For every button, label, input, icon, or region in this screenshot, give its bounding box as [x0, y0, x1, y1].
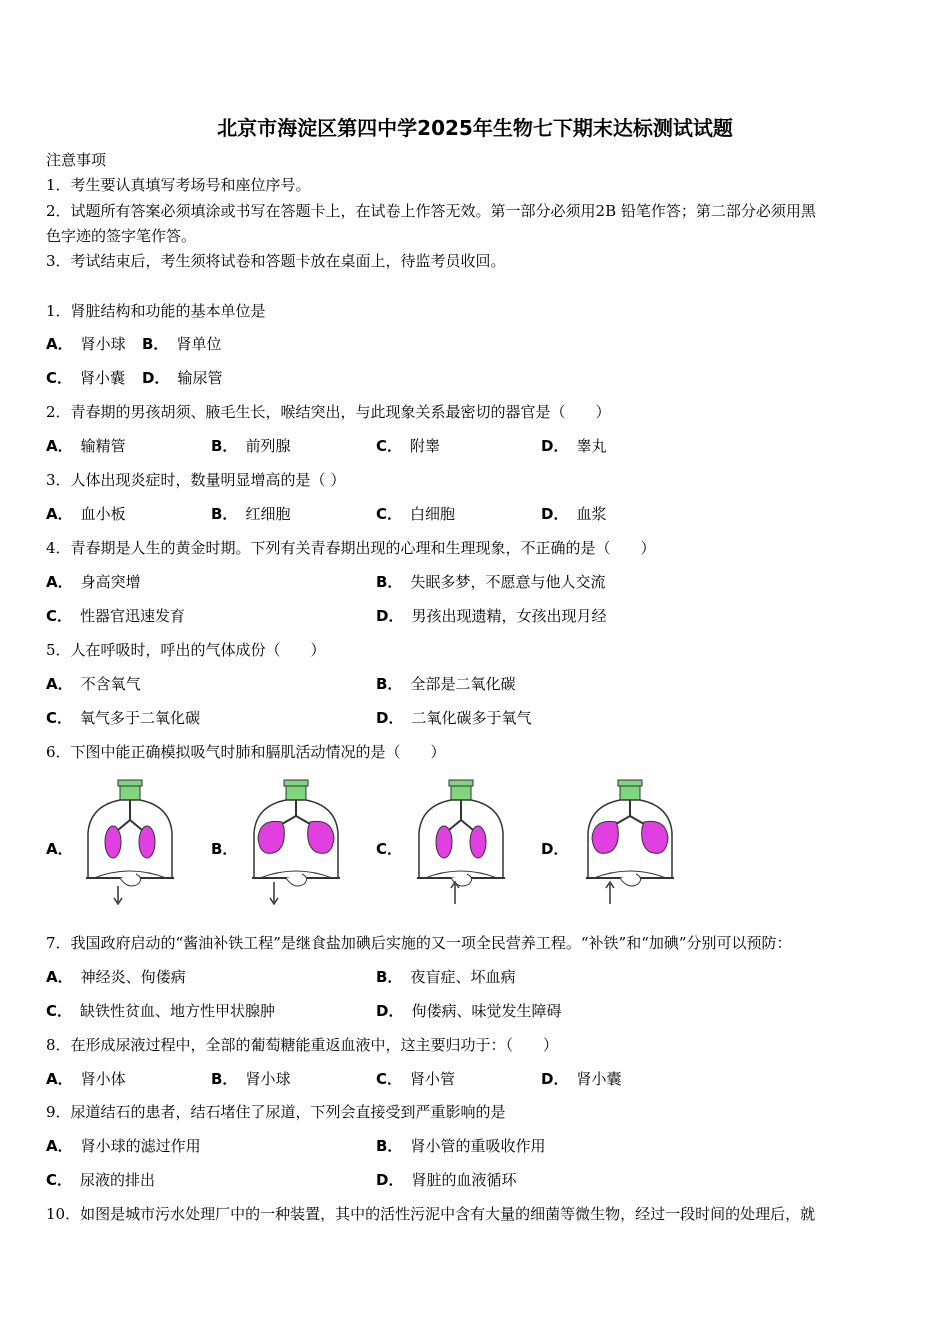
option-label: B．	[376, 573, 403, 591]
question-stem: 4．青春期是人生的黄金时期。下列有关青春期出现的心理和生理现象，不正确的是（ ）	[46, 539, 656, 557]
option-label: D．	[541, 505, 569, 523]
notice-item: 色字迹的签字笔作答。	[46, 227, 197, 245]
option-c[interactable]	[376, 436, 440, 456]
option-a[interactable]	[46, 436, 126, 456]
option-text: 白细胞	[410, 505, 456, 523]
option-label: A．	[46, 437, 73, 455]
option-label: C．	[46, 1002, 73, 1020]
option-b[interactable]	[376, 572, 605, 592]
option-b-label[interactable]: B．	[211, 840, 238, 858]
lung-right-icon	[470, 826, 486, 858]
option-text: 身高突增	[80, 573, 141, 591]
option-d[interactable]	[541, 436, 606, 456]
option-d[interactable]	[376, 708, 531, 728]
option-text: 缺铁性贫血、地方性甲状腺肿	[80, 1002, 276, 1020]
question-stem: 8．在形成尿液过程中，全部的葡萄糖能重返血液中，这主要归功于：（ ）	[46, 1036, 559, 1054]
option-text: 肾小体	[80, 1070, 126, 1088]
option-text: 输尿管	[177, 369, 223, 387]
option-text: 肾小球的滤过作用	[80, 1137, 201, 1155]
bell-jar-diagram-a[interactable]	[80, 778, 180, 908]
option-text: 肾小管的重吸收作用	[410, 1137, 546, 1155]
lung-right-icon	[139, 826, 155, 858]
option-d[interactable]	[541, 1069, 621, 1089]
option-b[interactable]	[142, 334, 221, 354]
option-c[interactable]	[376, 1069, 455, 1089]
option-text: 附睾	[410, 437, 441, 455]
option-a-label[interactable]: A．	[46, 840, 73, 858]
question-stem: 10．如图是城市污水处理厂中的一种装置，其中的活性污泥中含有大量的细菌等微生物，经过一段时间的处理后，就	[46, 1205, 816, 1223]
option-text: 不含氧气	[80, 675, 141, 693]
option-a[interactable]	[46, 504, 126, 524]
option-a[interactable]	[46, 1136, 201, 1156]
option-d[interactable]	[142, 368, 222, 388]
bell-jar-diagram-d[interactable]	[580, 778, 680, 908]
option-d[interactable]	[376, 1001, 561, 1021]
option-label: A．	[46, 675, 73, 693]
option-b[interactable]	[376, 674, 515, 694]
option-label: B．	[376, 675, 403, 693]
option-label: C．	[376, 437, 403, 455]
option-a[interactable]	[46, 674, 141, 694]
option-d[interactable]	[541, 504, 606, 524]
lung-left-icon	[592, 821, 618, 853]
option-label: D．	[142, 369, 170, 387]
option-label: D．	[376, 709, 404, 727]
option-b[interactable]	[211, 436, 290, 456]
option-text: 肾小球	[245, 1070, 291, 1088]
option-d[interactable]	[376, 606, 606, 626]
option-b[interactable]	[211, 1069, 290, 1089]
option-text: 血小板	[80, 505, 126, 523]
option-label: C．	[376, 505, 403, 523]
option-label: B．	[211, 437, 238, 455]
lung-right-icon	[642, 821, 668, 853]
option-label: B．	[376, 968, 403, 986]
option-b[interactable]	[211, 504, 290, 524]
option-label: D．	[541, 1070, 569, 1088]
option-text: 肾小囊	[576, 1070, 622, 1088]
question-stem: 2．青春期的男孩胡须、腋毛生长，喉结突出，与此现象关系最密切的器官是（ ）	[46, 403, 611, 421]
option-text: 红细胞	[245, 505, 291, 523]
option-c[interactable]	[46, 1170, 155, 1190]
option-label: D．	[541, 437, 569, 455]
question-stem: 1．肾脏结构和功能的基本单位是	[46, 302, 266, 320]
option-text: 输精管	[80, 437, 126, 455]
option-text: 肾脏的血液循环	[411, 1171, 517, 1189]
option-text: 尿液的排出	[80, 1171, 156, 1189]
option-label: C．	[46, 369, 73, 387]
option-d[interactable]	[376, 1170, 516, 1190]
question-stem: 7．我国政府启动的“酱油补铁工程”是继食盐加碘后实施的又一项全民营养工程。“补铁”和“加碘”分别可以预防：	[46, 934, 792, 952]
option-label: B．	[211, 1070, 238, 1088]
option-text: 二氧化碳多于氧气	[411, 709, 532, 727]
question-stem: 9．尿道结石的患者，结石堵住了尿道，下列会直接受到严重影响的是	[46, 1103, 506, 1121]
option-text: 肾小囊	[80, 369, 126, 387]
notice-item: 1．考生要认真填写考场号和座位序号。	[46, 176, 311, 194]
option-label: D．	[376, 607, 404, 625]
option-label: A．	[46, 505, 73, 523]
option-text: 失眠多梦，不愿意与他人交流	[410, 573, 606, 591]
option-text: 性器官迅速发育	[80, 607, 186, 625]
option-text: 佝偻病、味觉发生障碍	[411, 1002, 562, 1020]
option-c[interactable]	[46, 1001, 275, 1021]
question-stem: 5．人在呼吸时，呼出的气体成份（ ）	[46, 641, 326, 659]
option-text: 夜盲症、坏血病	[410, 968, 516, 986]
option-label: A．	[46, 335, 73, 353]
option-label: B．	[211, 505, 238, 523]
page-title: 北京市海淀区第四中学2025年生物七下期末达标测试试题	[217, 116, 733, 140]
option-a[interactable]	[46, 334, 126, 354]
option-a[interactable]	[46, 967, 186, 987]
option-text: 睾丸	[576, 437, 607, 455]
option-c[interactable]	[376, 504, 455, 524]
option-label: D．	[376, 1002, 404, 1020]
option-text: 氧气多于二氧化碳	[80, 709, 201, 727]
option-text: 肾单位	[176, 335, 222, 353]
option-text: 神经炎、佝偻病	[80, 968, 186, 986]
question-stem: 3．人体出现炎症时，数量明显增高的是（ ）	[46, 471, 346, 489]
option-text: 前列腺	[245, 437, 291, 455]
option-label: D．	[376, 1171, 404, 1189]
option-a[interactable]	[46, 572, 141, 592]
question-stem: 6．下图中能正确模拟吸气时肺和膈肌活动情况的是（ ）	[46, 743, 446, 761]
bell-jar-diagram-b[interactable]	[246, 778, 346, 908]
option-label: B．	[142, 335, 169, 353]
option-text: 血浆	[576, 505, 607, 523]
notice-item: 2．试题所有答案必须填涂或书写在答题卡上，在试卷上作答无效。第一部分必须用2B 铅笔作答；第二部分必须用黑	[46, 202, 816, 220]
option-label: C．	[46, 1171, 73, 1189]
option-label: C．	[376, 1070, 403, 1088]
option-label: C．	[46, 709, 73, 727]
option-label: A．	[46, 968, 73, 986]
notice-item: 3．考试结束后，考生须将试卷和答题卡放在桌面上，待监考员收回。	[46, 252, 506, 270]
option-text: 肾小球	[80, 335, 126, 353]
option-label: B．	[376, 1137, 403, 1155]
option-text: 全部是二氧化碳	[410, 675, 516, 693]
option-b[interactable]	[376, 967, 515, 987]
lung-left-icon	[105, 826, 121, 858]
lung-right-icon	[308, 821, 334, 853]
option-text: 男孩出现遗精，女孩出现月经	[411, 607, 607, 625]
option-d-label[interactable]: D．	[541, 840, 569, 858]
option-a[interactable]	[46, 1069, 126, 1089]
bell-jar-diagram-c[interactable]	[411, 778, 511, 908]
option-c[interactable]	[46, 368, 125, 388]
option-label: A．	[46, 1137, 73, 1155]
option-label: A．	[46, 1070, 73, 1088]
option-c-label[interactable]: C．	[376, 840, 403, 858]
option-label: C．	[46, 607, 73, 625]
lung-left-icon	[436, 826, 452, 858]
notice-heading: 注意事项	[46, 151, 107, 169]
option-label: A．	[46, 573, 73, 591]
option-c[interactable]	[46, 606, 185, 626]
option-text: 肾小管	[410, 1070, 456, 1088]
option-c[interactable]	[46, 708, 200, 728]
lung-left-icon	[258, 821, 284, 853]
option-b[interactable]	[376, 1136, 545, 1156]
